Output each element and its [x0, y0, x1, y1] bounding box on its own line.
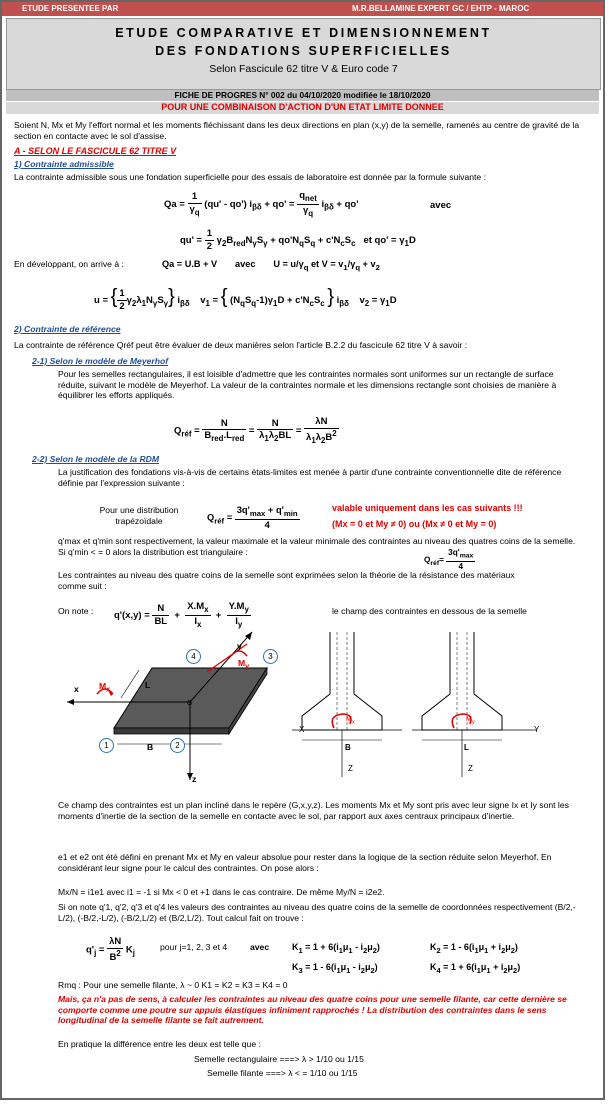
pour-j-label: pour j=1, 2, 3 et 4: [160, 942, 228, 952]
sub21-text: Pour les semelles rectangulaires, il est loisible d'admettre que les contraintes normales sont uniformes sur un rectangle de surface réduite, suivant le modèle de Meyerhof. La valeur de la contraintes normale et les dimensions rectangle sont choisies de manière à équilibrer les efforts appliqués.: [58, 369, 557, 401]
title-line3: Selon Fascicule 62 titre V & Euro code 7: [209, 63, 398, 76]
section-z2-label: Z: [468, 764, 473, 773]
pratique-text: En pratique la différence entre les deux est telle que :: [58, 1039, 261, 1049]
formula-qa: Qa = $\frac{1}{\gamma_q}$ (qu' - qo') $i_{\beta\delta} + qo'$ = $\frac{q_{net}}{\gamma_q}$ $i_{\beta\delta} + qo'$: [164, 190, 359, 218]
formula-k2: $K_2 = 1 - 6(i_1\mu_1 + i_2\mu_2)$: [430, 942, 518, 955]
axis-z-label: z: [192, 774, 197, 784]
section-my-label: $M_y$: [466, 716, 475, 726]
axis-y-label: y: [237, 641, 242, 651]
avec-label-2: avec: [250, 942, 270, 952]
formula-qref-tri: $Q_{réf}=$ $\frac{3q'_{max}}{4}$: [424, 548, 474, 572]
corner-4: 4: [186, 649, 201, 664]
my-label: $M_y$: [238, 658, 250, 671]
mx-label: $M_x$: [99, 681, 111, 694]
formula-qu: qu' = $\frac{1}{2}$ $\gamma_2B_{red}N_\gamma S_\gamma + qo'N_qS_q + c'N_cS_c$ et $qo' = \gamma_1D$: [180, 228, 416, 252]
formula-k3: $K_3 = 1 - 6(i_1\mu_1 - i_2\mu_2)$: [292, 962, 378, 975]
l-label: L: [145, 680, 151, 690]
intro-text: Soient N, Mx et My l'effort normal et les moments fléchissant dans les deux directions en plan (x,y) de la semelle, ramenés au centre de gravité de la section en contacte avec le sol d'assise.: [14, 120, 580, 141]
plan-text: Ce champ des contraintes est un plan incliné dans le repère (G,x,y,z). Les moments Mx et My sont pris avec leur signe Ix et Iy sont les moments d'inertie de la section de la semelle en contacte avec le sol, par rapport aux axes centraux principaux d'inertie.: [58, 800, 569, 821]
trap-label: Pour une distribution trapézoïdale: [99, 505, 179, 526]
i-text: Mx/N = i1e1 avec i1 = -1 si Mx < 0 et +1 dans le cas contraire. De même My/N = i2e2.: [58, 887, 385, 897]
rmq-text: Rmq : Pour une semelle filante, λ ~ 0 K1 = K2 = K3 = K4 = 0: [58, 980, 288, 990]
g-label: G: [187, 700, 193, 707]
on-note: On note :: [58, 606, 94, 616]
sub2-text: La contrainte de référence Qréf peut être évaluer de deux manières selon l'article B.2.2 du fascicule 62 titre V à savoir :: [14, 340, 468, 350]
formula-u-v: u = { $\frac{1}{2}$ $\gamma_2\lambda_1N_\gamma S_\gamma$} $i_{\beta\delta}$ $v_1$ = { $(N_qS_q-1)\gamma_1D + c'N_cS_c$ } $i_{\beta\delta}$ $v_2 = \gamma_1D$: [94, 286, 397, 312]
formula-qxy: q'(x,y) = $\frac{N}{BL}$ + $\frac{X.M_x}{I_x}$ + $\frac{Y.M_y}{I_y}$: [114, 601, 249, 629]
filante-rule: Semelle filante ===> λ < = 1/10 ou 1/15: [207, 1068, 358, 1078]
section-b-label: B: [345, 743, 351, 752]
sub2-title: 2) Contrainte de référence: [14, 324, 121, 334]
formula-k1: $K_1 = 1 + 6(i_1\mu_1 - i_2\mu_2)$: [292, 942, 380, 955]
axis-x-label: x: [74, 684, 79, 694]
title-box: [6, 18, 601, 90]
formula-qj: $q'_j$ = $\frac{\lambda N}{B^2}$ $K_j$: [86, 936, 135, 964]
title-line2: DES FONDATIONS SUPERFICIELLES: [155, 43, 452, 58]
header-left: ETUDE PRESENTEE PAR: [22, 4, 119, 13]
section-mx-label: $M_x$: [346, 716, 355, 726]
formula-qa-uv: Qa = U.B + V avec $U = u/\gamma_q$ et $V = v_1/\gamma_q + v_2$: [162, 259, 380, 272]
section-y-label: Y: [534, 725, 540, 734]
rect-rule: Semelle rectangulaire ===> λ > 1/10 ou 1/15: [194, 1054, 364, 1064]
rmq-red-text: Mais, ça n'a pas de sens, à calculer les contraintes au niveau des quatre coins pour une semelle filante, car cette dernière se comporte comme une poutre sur appuis élastiques infiniment rapprochés ! La distribution des contraintes dans le sens longitudinal de la semelle filante se fait autrement.: [58, 994, 567, 1026]
cases-note: (Mx = 0 et My ≠ 0) ou (Mx ≠ 0 et My = 0): [332, 519, 497, 529]
champ-label: le champ des contraintes en dessous de la semelle: [332, 606, 527, 616]
qmax-text: q'max et q'min sont respectivement, la valeur maximale et la valeur minimale des contraintes au niveau des quatres coins de la semelle. Si q'min < = 0 alors la distribution est triangulaire :: [58, 536, 576, 557]
section-z1-label: Z: [348, 764, 353, 773]
sub22-title: 2-2) Selon le modèle de la RDM: [32, 454, 160, 464]
title-line1: ETUDE COMPARATIVE ET DIMENSIONNEMENT: [115, 26, 492, 40]
formula-k4: $K_4 = 1 + 6(i_1\mu_1 + i_2\mu_2)$: [430, 962, 521, 975]
formula-qref-trap: $Q_{réf}$ = $\frac{3q'_{max} + q'_{min}}{4}$: [207, 505, 298, 530]
sub1-text: La contrainte admissible sous une fondation superficielle pour des essais de laboratoire est donnée par la formule suivante :: [14, 172, 486, 182]
sub1-title: 1) Contrainte admissible: [14, 159, 114, 169]
header-right: M.R.BELLAMINE EXPERT GC / EHTP - MAROC: [352, 4, 530, 13]
devel-text: En développant, on arrive à :: [14, 259, 124, 269]
corner-2: 2: [170, 738, 185, 753]
avec-label: avec: [430, 200, 452, 211]
sub22-text: La justification des fondations vis-à-vis de certains états-limites est menée à partir d'une contrainte conventionnelle dite de référence définie par l'expression suivante :: [58, 467, 562, 488]
corner-3: 3: [263, 649, 278, 664]
b-label: B: [147, 742, 154, 752]
formula-qref-meyerhof: $Q_{réf}$ = $\frac{N}{B_{red}.L_{red}}$ = $\frac{N}{\lambda_1\lambda_2BL}$ = $\frac{\lambda N}{\lambda_1\lambda_2B^2}$: [174, 416, 337, 445]
fiche-progres: FICHE DE PROGRES N° 002 du 04/10/2020 modifiée le 18/10/2020: [6, 90, 599, 101]
q-text: Si on note q'1, q'2, q'3 et q'4 les valeurs des contraintes au niveau des quatre coins de la semelle de coordonnées respectivement (B/2,-L/2), (-B/2,-L/2), (-B/2,L/2) et (B/2,L/2). Tout calcul fait on trouve :: [58, 902, 576, 923]
sub21-title: 2-1) Selon le modèle de Meyerhof: [32, 356, 169, 366]
section-l-label: L: [464, 743, 469, 752]
combination-banner: POUR UNE COMBINAISON D'ACTION D'UN ETAT LIMITE DONNEE: [6, 102, 599, 114]
section-a-title: A - SELON LE FASCICULE 62 TITRE V: [14, 146, 177, 156]
coins-text: Les contraintes au niveau des quatre coins de la semelle sont exprimées selon la théorie de la résistance des matériaux comme suit :: [58, 570, 515, 591]
corner-1: 1: [99, 738, 114, 753]
footing-sections-diagram: [292, 632, 592, 782]
e-text: e1 et e2 ont été défini en prenant Mx et My en valeur absolue pour rester dans la logique de la section réduite selon Meyerhof. En considérant leur signe pour le calcul des contraintes. On pose alors :: [58, 852, 552, 873]
valable-note: valable uniquement dans les cas suivants !!!: [332, 503, 523, 513]
slab-3d-diagram: [57, 630, 282, 785]
header-bar: [2, 2, 603, 16]
section-x-label: X: [299, 725, 305, 734]
